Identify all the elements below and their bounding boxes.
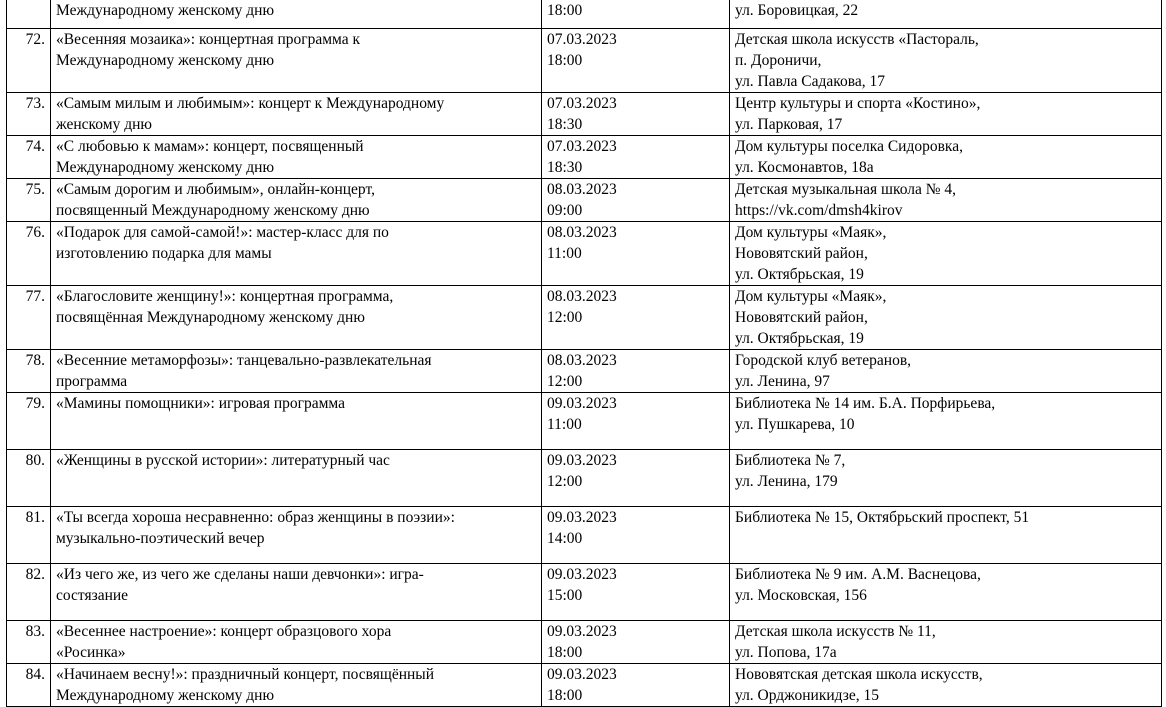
event-title-line: программа: [56, 373, 128, 390]
row-number: [7, 0, 51, 29]
event-title-cell: [51, 393, 542, 450]
event-time: 14:00: [547, 530, 583, 547]
event-title-line: «Весенняя мозаика»: концертная программа к: [56, 31, 361, 48]
row-number: 77.: [7, 286, 51, 350]
location-line: Нововятский район,: [735, 245, 868, 262]
location-cell: [730, 93, 1162, 136]
row-number: 76.: [7, 222, 51, 286]
row-number: 83.: [7, 621, 51, 664]
event-date: 08.03.2023: [547, 352, 617, 369]
table-row: [7, 0, 1162, 29]
location-line: Библиотека № 7,: [735, 452, 846, 469]
location-cell: [730, 29, 1162, 93]
event-date: 07.03.2023: [547, 138, 617, 155]
event-title-line: «Мамины помощники»: игровая программа: [56, 395, 346, 412]
event-date: 07.03.2023: [547, 95, 617, 112]
event-title-line: «Подарок для самой-самой!»: мастер-класс для по: [56, 224, 389, 241]
date-time-cell: [542, 507, 730, 564]
date-time-cell: [542, 0, 730, 29]
row-number: 79.: [7, 393, 51, 450]
table-row: [7, 621, 1162, 664]
location-cell: [730, 0, 1162, 29]
event-date: 09.03.2023: [547, 566, 617, 583]
row-number: 73.: [7, 93, 51, 136]
table-row: [7, 29, 1162, 93]
location-line: ул. Попова, 17а: [735, 644, 837, 661]
event-time: 11:00: [547, 245, 582, 262]
event-title-cell: [51, 450, 542, 507]
event-title-line: «Из чего же, из чего же сделаны наши девчонки»: игра-: [56, 566, 424, 583]
location-line: Дом культуры «Маяк»,: [735, 224, 887, 241]
event-title-line: Международному женскому дню: [56, 687, 275, 704]
events-table-body: [7, 0, 1162, 707]
event-time: 12:00: [547, 309, 583, 326]
row-number: 82.: [7, 564, 51, 621]
event-title-cell: [51, 0, 542, 29]
event-title-cell: [51, 136, 542, 179]
date-time-cell: [542, 179, 730, 222]
event-time: 18:00: [547, 2, 583, 19]
location-line: ул. Октябрьская, 19: [735, 266, 864, 283]
date-time-cell: [542, 136, 730, 179]
event-date: 08.03.2023: [547, 288, 617, 305]
row-number: 78.: [7, 350, 51, 393]
event-date: 07.03.2023: [547, 31, 617, 48]
table-row: [7, 393, 1162, 450]
date-time-cell: [542, 350, 730, 393]
location-cell: [730, 136, 1162, 179]
event-title-cell: [51, 621, 542, 664]
event-title-cell: [51, 507, 542, 564]
table-row: [7, 136, 1162, 179]
table-row: [7, 564, 1162, 621]
event-title-line: «Весенние метаморфозы»: танцевально-развлекательная: [56, 352, 432, 369]
location-line: ул. Октябрьская, 19: [735, 330, 864, 347]
row-number: 75.: [7, 179, 51, 222]
event-title-line: посвященный Международному женскому дню: [56, 202, 370, 219]
location-cell: [730, 350, 1162, 393]
event-title-line: «Самым милым и любимым»: концерт к Международному: [56, 95, 445, 112]
event-title-line: состязание: [56, 587, 129, 604]
table-row: [7, 286, 1162, 350]
event-time: 12:00: [547, 473, 583, 490]
event-time: 18:00: [547, 52, 583, 69]
location-line: Детская музыкальная школа № 4,: [735, 181, 957, 198]
table-row: [7, 350, 1162, 393]
date-time-cell: [542, 222, 730, 286]
location-line: ул. Орджоникидзе, 15: [735, 687, 879, 704]
event-title-line: посвящённая Международному женскому дню: [56, 309, 365, 326]
event-title-cell: [51, 179, 542, 222]
location-line: ул. Пушкарева, 10: [735, 416, 855, 433]
event-title-line: Международному женскому дню: [56, 52, 275, 69]
events-table: [6, 0, 1162, 707]
event-title-line: «Благословите женщину!»: концертная программа,: [56, 288, 394, 305]
location-line: Библиотека № 15, Октябрьский проспект, 51: [735, 509, 1030, 526]
location-line: Дом культуры поселка Сидоровка,: [735, 138, 963, 155]
location-line: Библиотека № 14 им. Б.А. Порфирьева,: [735, 395, 996, 412]
event-title-line: Международному женскому дню: [56, 2, 275, 19]
table-row: [7, 222, 1162, 286]
event-title-line: «Весеннее настроение»: концерт образцового хора: [56, 623, 392, 640]
location-line: п. Дороничи,: [735, 52, 822, 69]
event-time: 11:00: [547, 416, 582, 433]
event-date: 09.03.2023: [547, 395, 617, 412]
table-row: [7, 450, 1162, 507]
event-time: 18:30: [547, 159, 583, 176]
event-title-line: «Женщины в русской истории»: литературный час: [56, 452, 390, 469]
event-date: 08.03.2023: [547, 181, 617, 198]
row-number: 80.: [7, 450, 51, 507]
location-line: ул. Космонавтов, 18а: [735, 159, 874, 176]
event-title-line: «Начинаем весну!»: праздничный концерт, посвящённый: [56, 666, 434, 683]
location-line: Детская школа искусств № 11,: [735, 623, 936, 640]
location-line: Библиотека № 9 им. А.М. Васнецова,: [735, 566, 981, 583]
event-date: 09.03.2023: [547, 666, 617, 683]
event-title-line: музыкально-поэтический вечер: [56, 530, 265, 547]
location-line: ул. Ленина, 179: [735, 473, 838, 490]
location-line: Нововятская детская школа искусств,: [735, 666, 983, 683]
event-time: 18:00: [547, 644, 583, 661]
date-time-cell: [542, 93, 730, 136]
location-line: ул. Московская, 156: [735, 587, 867, 604]
table-row: [7, 664, 1162, 707]
location-line: Дом культуры «Маяк»,: [735, 288, 887, 305]
event-time: 18:00: [547, 687, 583, 704]
event-title-cell: [51, 222, 542, 286]
event-date: 08.03.2023: [547, 224, 617, 241]
location-line: Детская школа искусств «Пастораль,: [735, 31, 979, 48]
event-time: 09:00: [547, 202, 583, 219]
event-title-line: «С любовью к мамам»: концерт, посвященный: [56, 138, 364, 155]
table-row: [7, 93, 1162, 136]
location-cell: [730, 621, 1162, 664]
location-cell: [730, 393, 1162, 450]
event-title-cell: [51, 564, 542, 621]
location-line: ул. Боровицкая, 22: [735, 2, 859, 19]
event-title-line: «Ты всегда хороша несравненно: образ женщины в поэзии»:: [56, 509, 455, 526]
event-date: 09.03.2023: [547, 509, 617, 526]
row-number: 81.: [7, 507, 51, 564]
location-cell: [730, 450, 1162, 507]
event-date: 09.03.2023: [547, 623, 617, 640]
location-cell: [730, 222, 1162, 286]
event-title-line: «Самым дорогим и любимым», онлайн-концерт,: [56, 181, 375, 198]
location-line: https://vk.com/dmsh4kirov: [735, 202, 903, 219]
event-title-line: женскому дню: [56, 116, 152, 133]
date-time-cell: [542, 564, 730, 621]
event-time: 18:30: [547, 116, 583, 133]
date-time-cell: [542, 286, 730, 350]
location-cell: [730, 507, 1162, 564]
date-time-cell: [542, 621, 730, 664]
event-time: 12:00: [547, 373, 583, 390]
event-title-cell: [51, 664, 542, 707]
location-cell: [730, 564, 1162, 621]
event-date: 09.03.2023: [547, 452, 617, 469]
event-title-cell: [51, 350, 542, 393]
location-line: Нововятский район,: [735, 309, 868, 326]
date-time-cell: [542, 29, 730, 93]
event-time: 15:00: [547, 587, 583, 604]
date-time-cell: [542, 450, 730, 507]
location-line: ул. Павла Садакова, 17: [735, 73, 885, 90]
event-title-line: изготовлению подарка для мамы: [56, 245, 272, 262]
location-cell: [730, 286, 1162, 350]
location-line: Центр культуры и спорта «Костино»,: [735, 95, 981, 112]
location-line: Городской клуб ветеранов,: [735, 352, 912, 369]
table-row: [7, 179, 1162, 222]
row-number: 74.: [7, 136, 51, 179]
row-number: 72.: [7, 29, 51, 93]
location-line: ул. Парковая, 17: [735, 116, 843, 133]
event-title-line: «Росинка»: [56, 644, 126, 661]
table-row: [7, 507, 1162, 564]
location-cell: [730, 664, 1162, 707]
date-time-cell: [542, 664, 730, 707]
date-time-cell: [542, 393, 730, 450]
event-title-cell: [51, 286, 542, 350]
event-title-cell: [51, 29, 542, 93]
location-cell: [730, 179, 1162, 222]
event-title-line: Международному женскому дню: [56, 159, 275, 176]
event-title-cell: [51, 93, 542, 136]
location-line: ул. Ленина, 97: [735, 373, 830, 390]
row-number: 84.: [7, 664, 51, 707]
